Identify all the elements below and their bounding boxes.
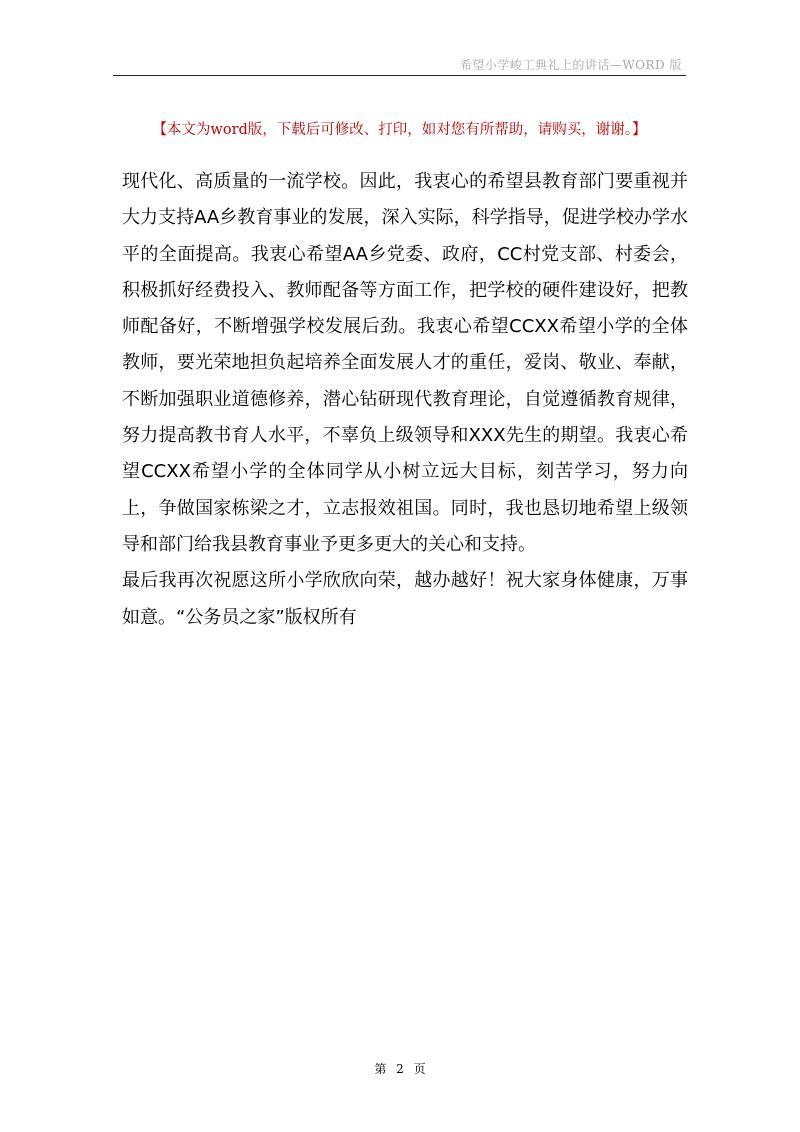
body-paragraph-1: 现代化、高质量的一流学校。因此，我衷心的希望县教育部门要重视并大力支持AA乡教育事业的发展，深入实际，科学指导，促进学校办学水平的全面提高。我衷心希望AA乡党委、政府，CC村党支部、村委会，积极抓好经费投入、教师配备等方面工作，把学校的硬件建设好，把教师配备好，不断增强学校发展后劲。我衷心希望CCXX希望小学的全体教师，要光荣地担负起培养全面发展人才的重任，爱岗、敬业、奉献，不断加强职业道德修养，潜心钻研现代教育理论，自觉遵循教育规律，努力提高教书育人水平，不辜负上级领导和XXX先生的期望。我衷心希望CCXX希望小学的全体同学从小树立远大目标，刻苦学习，努力向上，争做国家栋梁之才，立志报效祖国。同时，我也恳切地希望上级领导和部门给我县教育事业予更多更大的关心和支持。 (122, 171, 688, 555)
footer-suffix: 页 (413, 1062, 426, 1076)
page-number: 2 (396, 1062, 404, 1076)
header-rule (113, 75, 686, 76)
speech-body (122, 164, 688, 636)
page-footer (0, 1060, 800, 1077)
download-notice: 【本文为word版，下载后可修改、打印，如对您有所帮助，请购买，谢谢。】 (152, 122, 647, 138)
running-header: 希望小学峻工典礼上的讲话—WORD 版 (459, 58, 682, 72)
footer-prefix: 第 (374, 1062, 387, 1076)
body-paragraph-2: 最后我再次祝愿这所小学欣欣向荣，越办越好！祝大家身体健康，万事如意。“公务员之家”版权所有 (122, 570, 688, 628)
